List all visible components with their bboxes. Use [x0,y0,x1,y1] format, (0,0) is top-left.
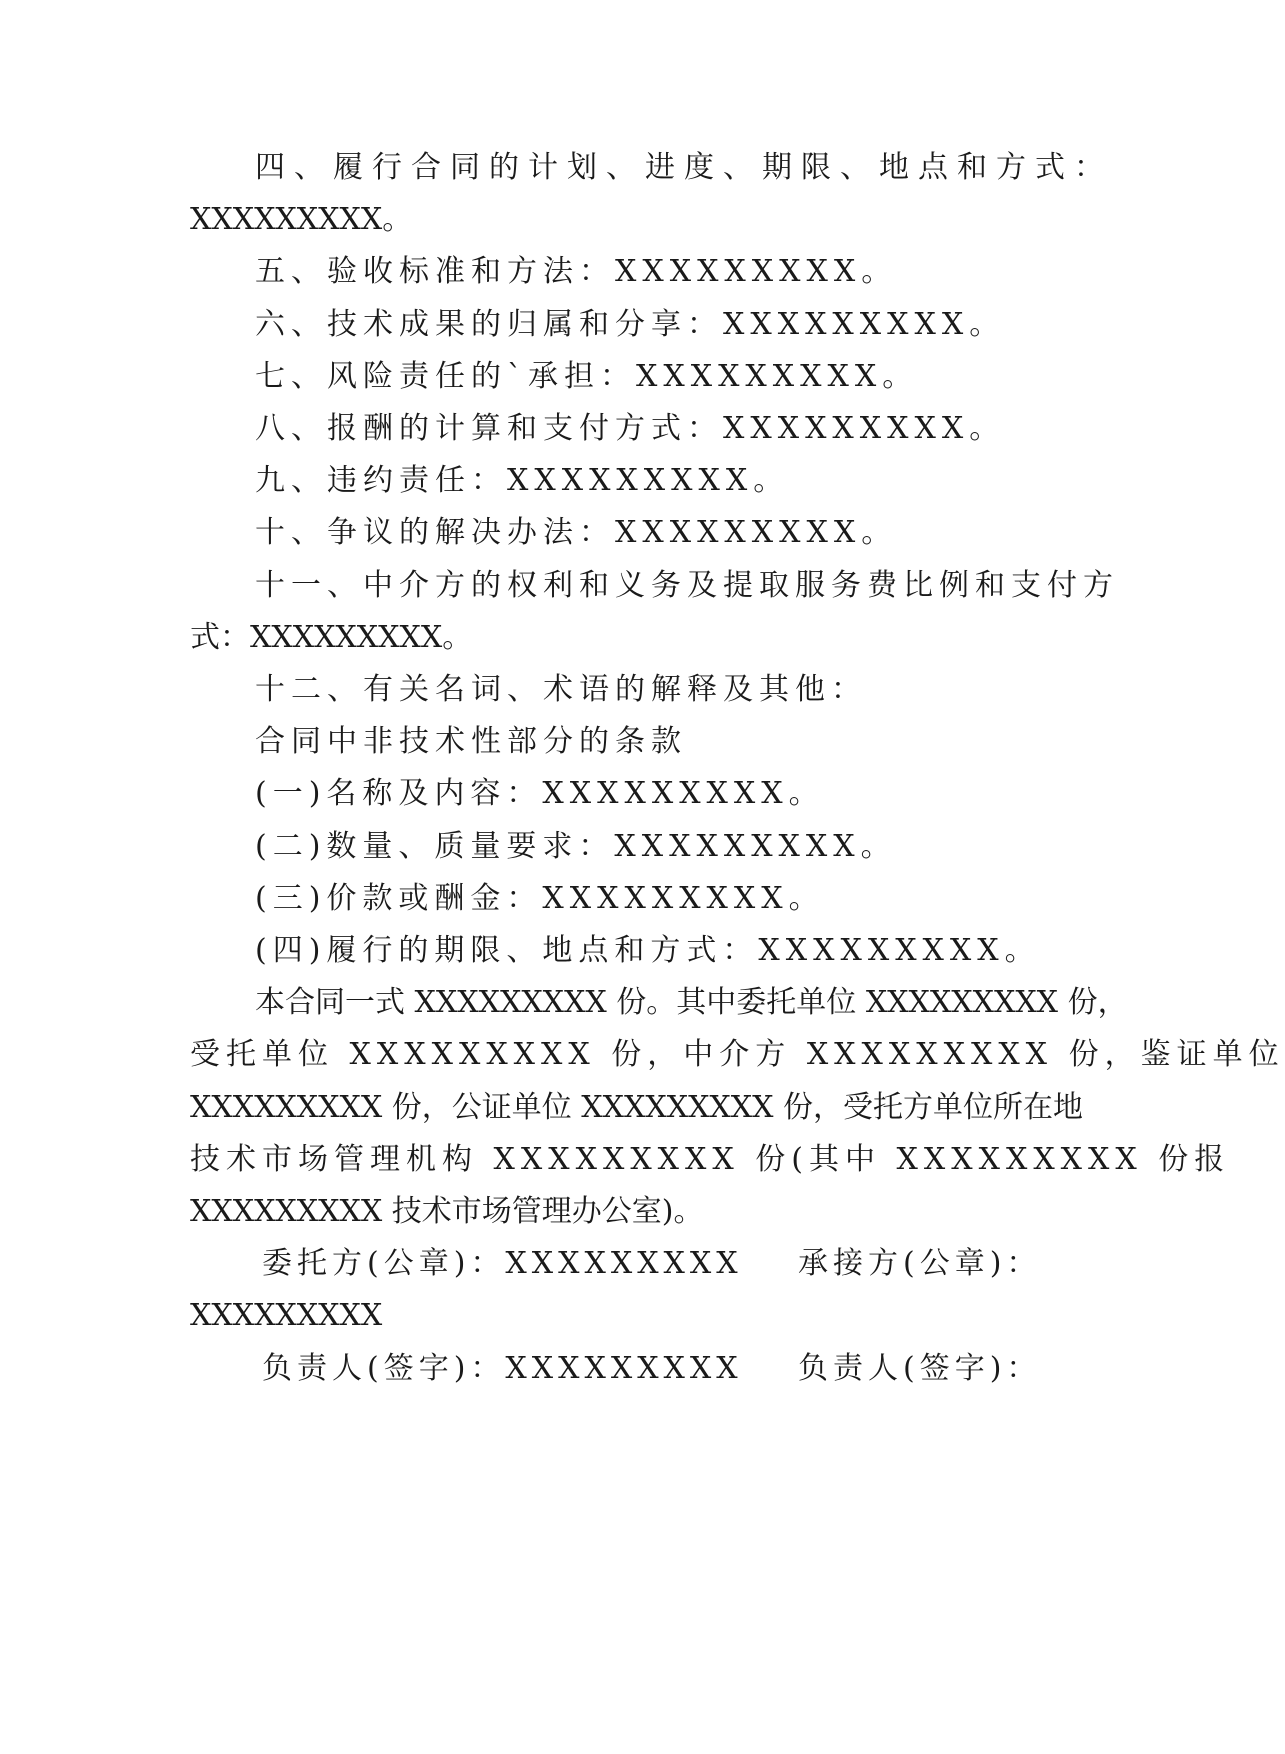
clause-4-continued: XXXXXXXXX。 [190,202,413,237]
subclause-1: (一)名称及内容：XXXXXXXXX。 [255,776,825,811]
copies-paragraph-line-4: 技术市场管理机构 XXXXXXXXX 份(其中 XXXXXXXXX 份报 [190,1142,1231,1177]
subclause-4: (四)履行的期限、地点和方式：XXXXXXXXX。 [255,933,1041,968]
clause-4: 四、履行合同的计划、进度、期限、地点和方式： [255,150,1113,185]
clause-6: 六、技术成果的归属和分享：XXXXXXXXX。 [255,307,1006,342]
client-signer-label: 负责人(签字)：XXXXXXXXX [262,1351,743,1386]
contractor-seal-value: XXXXXXXXX [190,1298,383,1333]
clause-9: 九、违约责任：XXXXXXXXX。 [255,463,790,498]
subclause-3: (三)价款或酬金：XXXXXXXXX。 [255,881,825,916]
clause-11: 十一、中介方的权利和义务及提取服务费比例和支付方 [255,568,1119,603]
copies-paragraph-line-2: 受托单位 XXXXXXXXX 份，中介方 XXXXXXXXX 份，鉴证单位 [190,1037,1285,1072]
contractor-signer-label: 负责人(签字)： [798,1351,1042,1386]
copies-paragraph-line-5: XXXXXXXXX 技术市场管理办公室)。 [190,1194,704,1229]
copies-paragraph-line-1: 本合同一式 XXXXXXXXX 份。其中委托单位 XXXXXXXXX 份， [255,985,1128,1020]
clause-12: 十二、有关名词、术语的解释及其他： [255,672,867,707]
clause-7: 七、风险责任的`承担：XXXXXXXXX。 [255,359,919,394]
clause-8: 八、报酬的计算和支付方式：XXXXXXXXX。 [255,411,1006,446]
non-technical-heading: 合同中非技术性部分的条款 [255,724,687,759]
clause-11-continued: 式：XXXXXXXXX。 [190,620,473,655]
copies-paragraph-line-3: XXXXXXXXX 份，公证单位 XXXXXXXXX 份，受托方单位所在地 [190,1090,1084,1125]
clause-5: 五、验收标准和方法：XXXXXXXXX。 [255,254,898,289]
client-seal-label: 委托方(公章)：XXXXXXXXX [262,1246,743,1281]
subclause-2: (二)数量、质量要求：XXXXXXXXX。 [255,829,897,864]
contractor-seal-label: 承接方(公章)： [798,1246,1042,1281]
clause-10: 十、争议的解决办法：XXXXXXXXX。 [255,515,898,550]
